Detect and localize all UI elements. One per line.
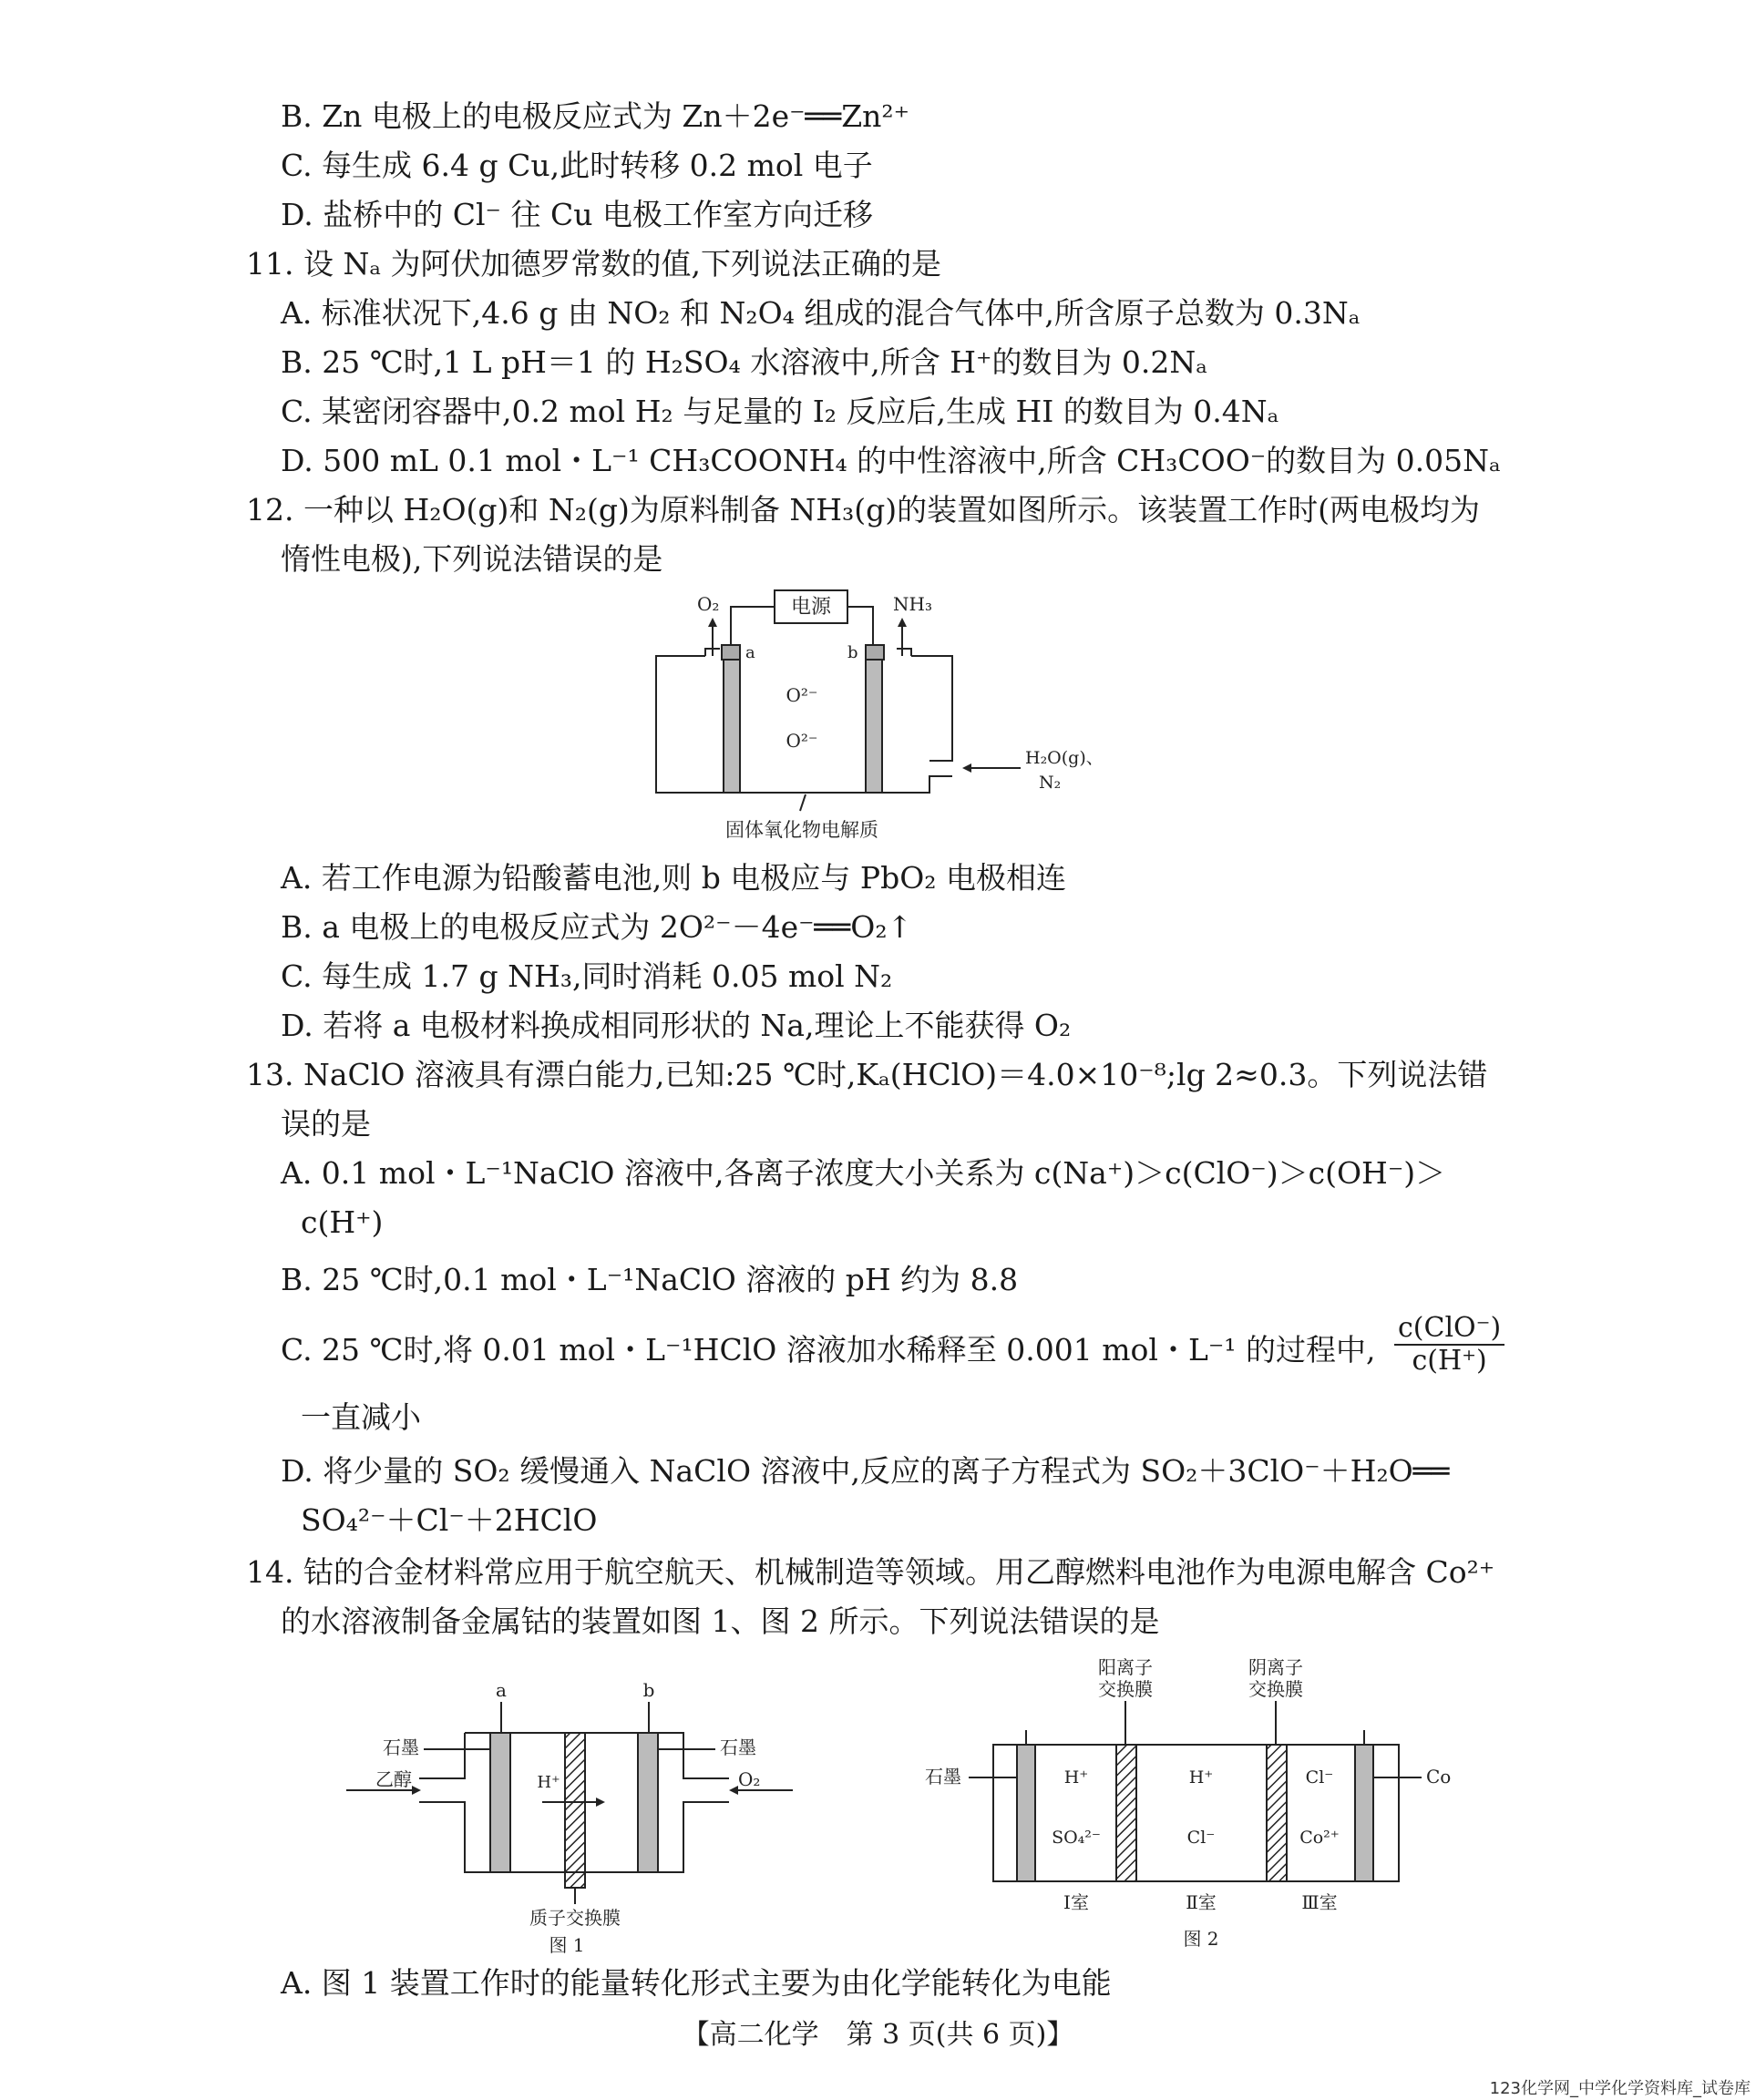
fig1-graphite-right: 石墨 bbox=[720, 1736, 756, 1758]
fig2-room1-ion2: SO₄²⁻ bbox=[1052, 1828, 1101, 1848]
q13-option-a-line2: c(H⁺) bbox=[301, 1204, 384, 1240]
q11-option-b: B. 25 ℃时,1 L pH＝1 的 H₂SO₄ 水溶液中,所含 H⁺的数目为 0.2Nₐ bbox=[281, 344, 1208, 380]
fig2-room1-label: Ⅰ室 bbox=[1063, 1891, 1089, 1913]
q13-option-a-line1: A. 0.1 mol・L⁻¹NaClO 溶液中,各离子浓度大小关系为 c(Na⁺)＞c(ClO⁻)＞c(OH⁻)＞ bbox=[281, 1155, 1446, 1191]
q13-option-d-line1: D. 将少量的 SO₂ 缓慢通入 NaClO 溶液中,反应的离子方程式为 SO₂＋3ClO⁻＋H₂O══ bbox=[281, 1453, 1450, 1489]
nh3-label: NH₃ bbox=[893, 593, 932, 615]
fig2-graphite-electrode bbox=[1017, 1745, 1035, 1881]
fig1-caption: 图 1 bbox=[549, 1934, 585, 1956]
fig2-cation-membrane-line2: 交换膜 bbox=[1098, 1678, 1153, 1700]
q10-option-c: C. 每生成 6.4 g Cu,此时转移 0.2 mol 电子 bbox=[281, 148, 873, 183]
fig2-co-electrode bbox=[1355, 1745, 1373, 1881]
fig1-hplus-label: H⁺ bbox=[537, 1773, 560, 1792]
ion-label-2: O²⁻ bbox=[786, 730, 818, 752]
q12-stem-line1: 12. 一种以 H₂O(g)和 N₂(g)为原料制备 NH₃(g)的装置如图所示。该装置工作时(两电极均为 bbox=[246, 492, 1480, 528]
electrode-a-label: a bbox=[745, 643, 755, 662]
o2-label: O₂ bbox=[697, 593, 720, 615]
q11-option-d: D. 500 mL 0.1 mol・L⁻¹ CH₃COONH₄ 的中性溶液中,所含 CH₃COO⁻的数目为 0.05Nₐ bbox=[281, 443, 1501, 478]
q12-stem-line2: 惰性电极),下列说法错误的是 bbox=[281, 541, 663, 577]
fig2-anion-membrane-line2: 交换膜 bbox=[1248, 1678, 1303, 1700]
fig1-membrane-label: 质子交换膜 bbox=[529, 1907, 621, 1929]
q13-option-c-line1: C. 25 ℃时,将 0.01 mol・L⁻¹HClO 溶液加水稀释至 0.001 mol・L⁻¹ 的过程中, bbox=[281, 1332, 1376, 1368]
q13-stem-line1: 13. NaClO 溶液具有漂白能力,已知:25 ℃时,Kₐ(HClO)＝4.0×10⁻⁸;lg 2≈0.3。下列说法错 bbox=[246, 1057, 1488, 1092]
fig1-right-electrode bbox=[638, 1733, 658, 1872]
fig2-anion-membrane bbox=[1267, 1745, 1287, 1881]
fraction-numerator: c(ClO⁻) bbox=[1394, 1313, 1504, 1346]
fig2-anion-membrane-line1: 阴离子 bbox=[1248, 1656, 1303, 1678]
electrolyte-label: 固体氧化物电解质 bbox=[725, 819, 878, 841]
q13-option-d-line2: SO₄²⁻＋Cl⁻＋2HClO bbox=[301, 1502, 598, 1538]
q14-figure-2-electrolysis bbox=[898, 1654, 1499, 1959]
q10-option-b: B. Zn 电极上的电极反应式为 Zn＋2e⁻══Zn²⁺ bbox=[281, 98, 910, 134]
fig2-room3-label: Ⅲ室 bbox=[1301, 1891, 1338, 1913]
ion-label-1: O²⁻ bbox=[786, 684, 818, 706]
fig2-room2-label: Ⅱ室 bbox=[1186, 1891, 1217, 1913]
fig2-cation-membrane-line1: 阳离子 bbox=[1098, 1656, 1153, 1678]
fig2-co-label: Co bbox=[1426, 1766, 1452, 1788]
q13-option-b: B. 25 ℃时,0.1 mol・L⁻¹NaClO 溶液的 pH 约为 8.8 bbox=[281, 1262, 1019, 1297]
power-label: 电源 bbox=[790, 596, 832, 619]
q12-option-d: D. 若将 a 电极材料换成相同形状的 Na,理论上不能获得 O₂ bbox=[281, 1008, 1072, 1043]
fig1-proton-membrane bbox=[565, 1733, 585, 1888]
watermark: 123化学网_中学化学资料库_试卷库 bbox=[1489, 2079, 1751, 2098]
fig2-cell bbox=[993, 1745, 1399, 1881]
fraction-denominator: c(H⁺) bbox=[1412, 1345, 1487, 1377]
q10-option-d: D. 盐桥中的 Cl⁻ 往 Cu 电极工作室方向迁移 bbox=[281, 197, 873, 232]
q13-option-c-fraction bbox=[1394, 1313, 1504, 1377]
feed-label-line2: N₂ bbox=[1039, 773, 1062, 793]
fig1-b-label: b bbox=[642, 1679, 655, 1701]
q11-stem: 11. 设 Nₐ 为阿伏加德罗常数的值,下列说法正确的是 bbox=[246, 246, 942, 282]
fig1-a-label: a bbox=[496, 1679, 507, 1701]
q12-option-c: C. 每生成 1.7 g NH₃,同时消耗 0.05 mol N₂ bbox=[281, 958, 893, 994]
fig2-room3-ion2: Co²⁺ bbox=[1299, 1828, 1340, 1848]
q13-option-c-line2: 一直减小 bbox=[301, 1399, 421, 1435]
q14-figure-1-fuel-cell bbox=[337, 1676, 811, 1959]
fig2-cation-membrane bbox=[1116, 1745, 1136, 1881]
q11-option-c: C. 某密闭容器中,0.2 mol H₂ 与足量的 I₂ 反应后,生成 HI 的数目为 0.4Nₐ bbox=[281, 394, 1279, 429]
fig2-graphite-label: 石墨 bbox=[925, 1766, 961, 1788]
fig1-ethanol-label: 乙醇 bbox=[375, 1768, 412, 1790]
fig2-caption: 图 2 bbox=[1183, 1928, 1219, 1950]
fig1-o2-label: O₂ bbox=[738, 1768, 761, 1790]
q14-option-a: A. 图 1 装置工作时的能量转化形式主要为由化学能转化为电能 bbox=[281, 1965, 1112, 2001]
q13-stem-line2: 误的是 bbox=[281, 1106, 371, 1142]
q12-option-b: B. a 电极上的电极反应式为 2O²⁻－4e⁻══O₂↑ bbox=[281, 909, 913, 945]
q14-stem-line2: 的水溶液制备金属钴的装置如图 1、图 2 所示。下列说法错误的是 bbox=[281, 1603, 1160, 1639]
electrode-b bbox=[866, 660, 882, 793]
q12-option-a: A. 若工作电源为铅酸蓄电池,则 b 电极应与 PbO₂ 电极相连 bbox=[281, 860, 1066, 896]
feed-label-line1: H₂O(g)、 bbox=[1025, 748, 1104, 768]
fig2-room2-ion1: H⁺ bbox=[1188, 1767, 1214, 1788]
page-footer: 【高二化学 第 3 页(共 6 页)】 bbox=[682, 2019, 1074, 2051]
fig2-room3-ion1: Cl⁻ bbox=[1305, 1767, 1334, 1788]
electrode-b-label: b bbox=[847, 643, 858, 662]
fig2-room1-ion1: H⁺ bbox=[1063, 1767, 1089, 1788]
q12-electrolysis-diagram bbox=[638, 583, 1148, 847]
fig2-room2-ion2: Cl⁻ bbox=[1186, 1828, 1216, 1848]
q11-option-a: A. 标准状况下,4.6 g 由 NO₂ 和 N₂O₄ 组成的混合气体中,所含原子总数为 0.3Nₐ bbox=[281, 295, 1361, 331]
q14-stem-line1: 14. 钴的合金材料常应用于航空航天、机械制造等领域。用乙醇燃料电池作为电源电解含 Co²⁺ bbox=[246, 1554, 1495, 1590]
fig1-graphite-left: 石墨 bbox=[383, 1736, 419, 1758]
fig1-left-electrode bbox=[490, 1733, 510, 1872]
electrode-a bbox=[724, 660, 740, 793]
